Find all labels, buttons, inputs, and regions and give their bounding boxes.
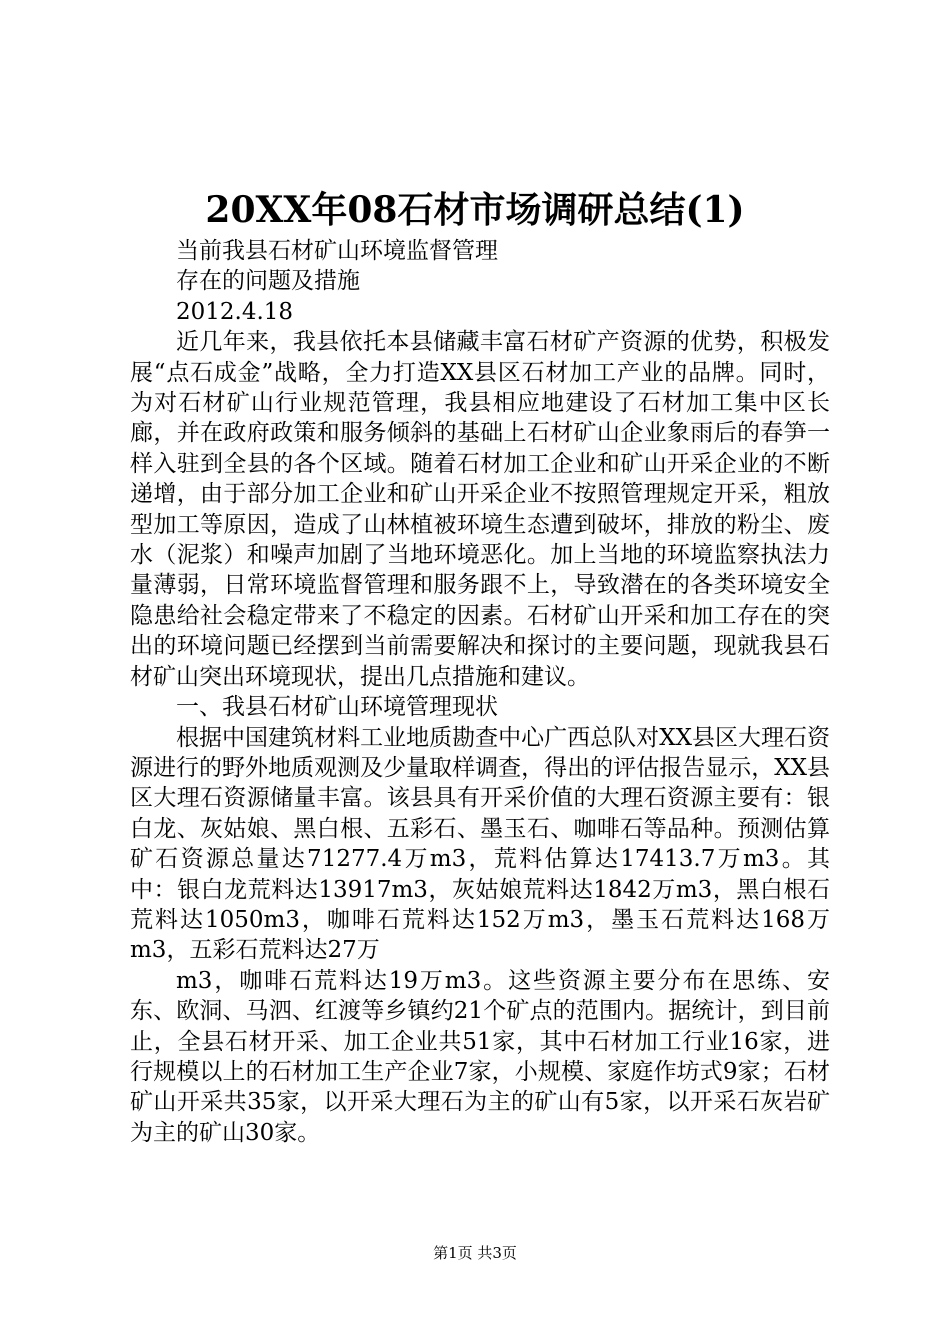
document-date: 2012.4.18	[176, 298, 294, 325]
subtitle-line-2: 存在的问题及措施	[176, 268, 360, 295]
paragraph-enterprises: m3，咖啡石荒料达19万m3。这些资源主要分布在思练、安东、欧洞、马泗、红渡等乡镇约21个矿点的范围内。据统计，到目前止，全县石材开采、加工企业共51家，其中石材加工行业16家，进行规模以上的石材加工生产企业7家，小规模、家庭作坊式9家；石材矿山开采共35家，以开采大理石为主的矿山有5家，以开采石灰岩矿为主的矿山30家。	[130, 967, 830, 1146]
paragraph-resources: 根据中国建筑材料工业地质勘查中心广西总队对XX县区大理石资源进行的野外地质观测及少量取样调查，得出的评估报告显示，XX县区大理石资源储量丰富。该县具有开采价值的大理石资源主要有：银白龙、灰姑娘、黑白根、五彩石、墨玉石、咖啡石等品种。预测估算矿石资源总量达71277.4万m3，荒料估算达17413.7万m3。其中：银白龙荒料达13917m3，灰姑娘荒料达1842万m3，黑白根石荒料达1050m3，咖啡石荒料达152万m3，墨玉石荒料达168万m3，五彩石荒料达27万	[130, 724, 830, 964]
paragraph-intro: 近几年来，我县依托本县储藏丰富石材矿产资源的优势，积极发展“点石成金”战略，全力打造XX县区石材加工产业的品牌。同时，为对石材矿山行业规范管理，我县相应地建设了石材加工集中区长廊，并在政府政策和服务倾斜的基础上石材矿山企业象雨后的春笋一样入驻到全县的各个区域。随着石材加工企业和矿山开采企业的不断递增，由于部分加工企业和矿山开采企业不按照管理规定开采，粗放型加工等原因，造成了山林植被环境生态遭到破坏，排放的粉尘、废水（泥浆）和噪声加剧了当地环境恶化。加上当地的环境监察执法力量薄弱，日常环境监督管理和服务跟不上，导致潜在的各类环境安全隐患给社会稳定带来了不稳定的因素。石材矿山开采和加工存在的突出的环境问题已经摆到当前需要解决和探讨的主要问题，现就我县石材矿山突出环境现状，提出几点措施和建议。	[130, 329, 830, 690]
document-body	[130, 236, 830, 1148]
page-footer: 第1页 共3页	[433, 1244, 517, 1262]
document-title: 20XX年08石材市场调研总结(1)	[205, 189, 745, 231]
subtitle-line-1: 当前我县石材矿山环境监督管理	[176, 238, 498, 264]
section-heading-1: 一、我县石材矿山环境管理现状	[176, 694, 498, 721]
